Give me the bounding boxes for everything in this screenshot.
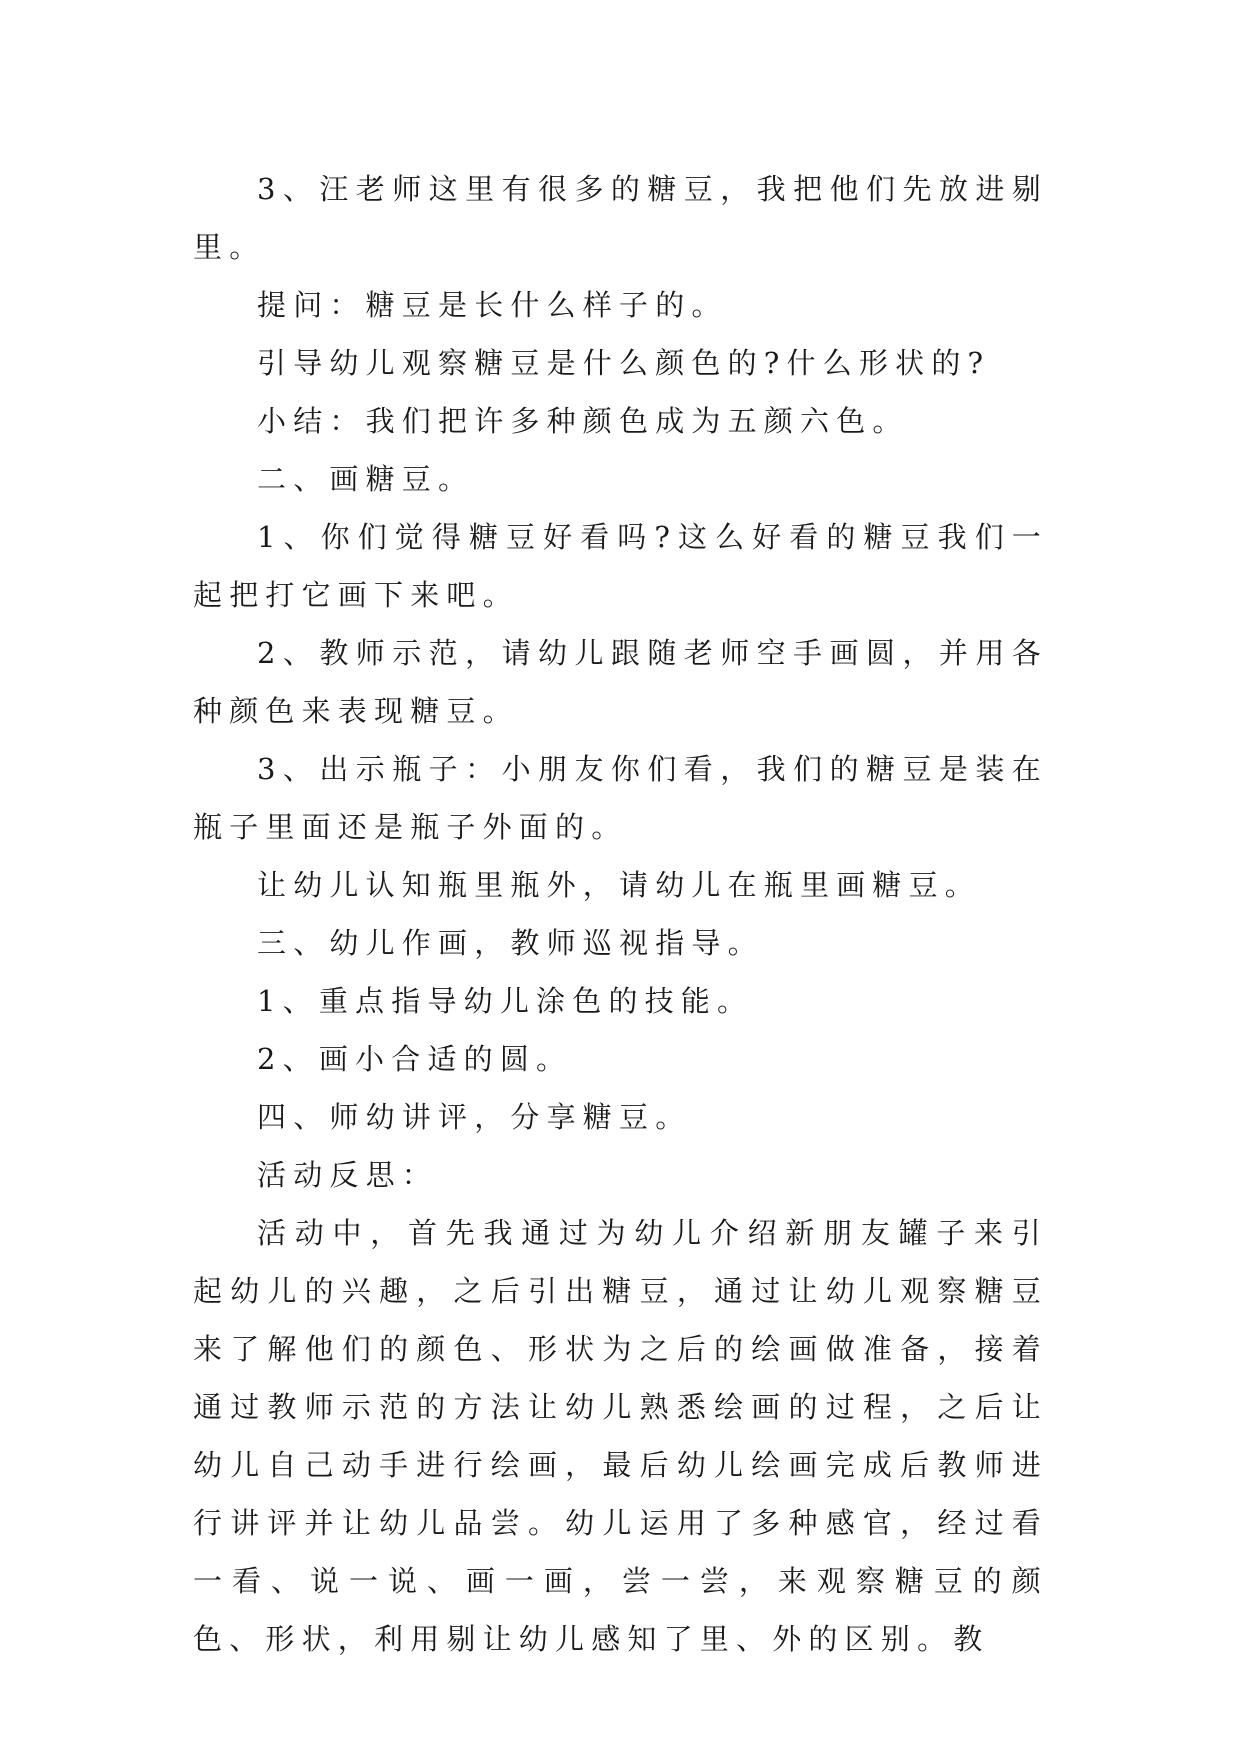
paragraph: 2、教师示范，请幼儿跟随老师空手画圆，并用各种颜色来表现糖豆。	[193, 636, 1048, 728]
paragraph: 让幼儿认知瓶里瓶外，请幼儿在瓶里画糖豆。	[257, 868, 982, 902]
paragraph: 引导幼儿观察糖豆是什么颜色的?什么形状的?	[257, 346, 991, 380]
paragraph: 小结：我们把许多种颜色成为五颜六色。	[257, 404, 909, 438]
section-heading: 三、幼儿作画，教师巡视指导。	[257, 926, 764, 960]
section-heading: 四、师幼讲评，分享糖豆。	[257, 1100, 692, 1134]
document-page	[193, 160, 1048, 1668]
paragraph: 3、出示瓶子：小朋友你们看，我们的糖豆是装在瓶子里面还是瓶子外面的。	[193, 752, 1048, 844]
paragraph: 1、重点指导幼儿涂色的技能。	[257, 984, 754, 1018]
section-heading: 活动反思：	[257, 1158, 439, 1192]
paragraph: 活动中，首先我通过为幼儿介绍新朋友罐子来引起幼儿的兴趣，之后引出糖豆，通过让幼儿观察糖豆来了解他们的颜色、形状为之后的绘画做准备，接着通过教师示范的方法让幼儿熟悉绘画的过程，之后让幼儿自己动手进行绘画，最后幼儿绘画完成后教师进行讲评并让幼儿品尝。幼儿运用了多种感官，经过看一看、说一说、画一画，尝一尝，来观察糖豆的颜色、形状，利用剔让幼儿感知了里、外的区别。教	[193, 1216, 1048, 1656]
paragraph: 提问：糖豆是长什么样子的。	[257, 288, 728, 322]
section-heading: 二、画糖豆。	[257, 462, 475, 496]
paragraph: 1、你们觉得糖豆好看吗?这么好看的糖豆我们一起把打它画下来吧。	[193, 520, 1048, 612]
paragraph: 3、汪老师这里有很多的糖豆，我把他们先放进剔里。	[193, 172, 1048, 264]
paragraph: 2、画小合适的圆。	[257, 1042, 573, 1076]
